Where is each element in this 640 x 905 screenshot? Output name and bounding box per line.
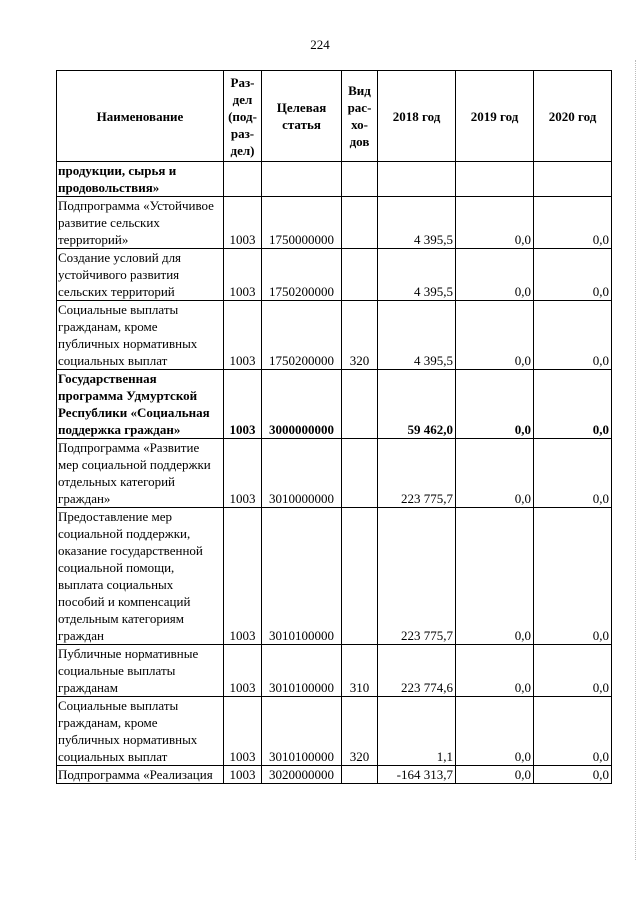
cell-section — [224, 162, 262, 197]
budget-table — [56, 70, 612, 784]
cell-target: 1750200000 — [262, 249, 342, 301]
cell-target: 3010000000 — [262, 439, 342, 508]
scan-edge-artifact — [634, 60, 636, 860]
cell-2018: 4 395,5 — [378, 301, 456, 370]
table-row — [57, 197, 612, 249]
cell-name: Предоставление мер социальной поддержки, оказание государственной социальной помощи, выплата социальных пособий и компенсаций отдельным категориям граждан — [57, 508, 224, 645]
cell-2020: 0,0 — [534, 439, 612, 508]
cell-name: Социальные выплаты гражданам, кроме публичных нормативных социальных выплат — [57, 697, 224, 766]
cell-name: Государственная программа Удмуртской Республики «Социальная поддержка граждан» — [57, 370, 224, 439]
cell-2019: 0,0 — [456, 508, 534, 645]
cell-name: Подпрограмма «Устойчивое развитие сельских территорий» — [57, 197, 224, 249]
cell-expense-type: 320 — [342, 697, 378, 766]
cell-2020: 0,0 — [534, 766, 612, 784]
cell-2020 — [534, 162, 612, 197]
cell-target — [262, 162, 342, 197]
cell-section: 1003 — [224, 766, 262, 784]
cell-2018: 1,1 — [378, 697, 456, 766]
cell-2020: 0,0 — [534, 370, 612, 439]
table-row — [57, 645, 612, 697]
table-row — [57, 508, 612, 645]
cell-name: Создание условий для устойчивого развития сельских территорий — [57, 249, 224, 301]
cell-expense-type — [342, 439, 378, 508]
cell-target: 3010100000 — [262, 697, 342, 766]
table-row — [57, 249, 612, 301]
cell-section: 1003 — [224, 439, 262, 508]
cell-name: Подпрограмма «Развитие мер социальной поддержки отдельных категорий граждан» — [57, 439, 224, 508]
cell-name: Социальные выплаты гражданам, кроме публичных нормативных социальных выплат — [57, 301, 224, 370]
cell-2018: 223 775,7 — [378, 439, 456, 508]
table-row — [57, 766, 612, 784]
cell-2019: 0,0 — [456, 370, 534, 439]
cell-expense-type — [342, 766, 378, 784]
cell-section: 1003 — [224, 301, 262, 370]
cell-expense-type — [342, 162, 378, 197]
cell-target: 3000000000 — [262, 370, 342, 439]
header-row — [57, 71, 612, 162]
header-section: Раз- дел (под- раз- дел) — [224, 71, 262, 162]
cell-2020: 0,0 — [534, 508, 612, 645]
cell-section: 1003 — [224, 697, 262, 766]
cell-2018: 59 462,0 — [378, 370, 456, 439]
cell-expense-type — [342, 508, 378, 645]
table-row — [57, 301, 612, 370]
cell-2018: 223 774,6 — [378, 645, 456, 697]
page-number: 224 — [310, 37, 330, 52]
cell-2019: 0,0 — [456, 766, 534, 784]
cell-2019: 0,0 — [456, 301, 534, 370]
cell-2020: 0,0 — [534, 697, 612, 766]
table-body — [57, 162, 612, 784]
cell-name: Публичные нормативные социальные выплаты гражданам — [57, 645, 224, 697]
cell-2018: 4 395,5 — [378, 197, 456, 249]
cell-section: 1003 — [224, 645, 262, 697]
cell-expense-type — [342, 197, 378, 249]
header-target: Целевая статья — [262, 71, 342, 162]
cell-2018: -164 313,7 — [378, 766, 456, 784]
cell-expense-type — [342, 370, 378, 439]
cell-2020: 0,0 — [534, 249, 612, 301]
cell-expense-type: 320 — [342, 301, 378, 370]
header-2020: 2020 год — [534, 71, 612, 162]
cell-section: 1003 — [224, 508, 262, 645]
cell-2020: 0,0 — [534, 645, 612, 697]
cell-target: 3020000000 — [262, 766, 342, 784]
cell-name: Подпрограмма «Реализация — [57, 766, 224, 784]
header-expense-type: Вид рас- хо- дов — [342, 71, 378, 162]
table-row — [57, 697, 612, 766]
cell-2018: 4 395,5 — [378, 249, 456, 301]
cell-expense-type: 310 — [342, 645, 378, 697]
table-row — [57, 162, 612, 197]
cell-2018: 223 775,7 — [378, 508, 456, 645]
header-name: Наименование — [57, 71, 224, 162]
table-row — [57, 370, 612, 439]
cell-2019: 0,0 — [456, 697, 534, 766]
cell-2020: 0,0 — [534, 301, 612, 370]
cell-target: 1750000000 — [262, 197, 342, 249]
cell-2019 — [456, 162, 534, 197]
cell-2019: 0,0 — [456, 197, 534, 249]
header-2019: 2019 год — [456, 71, 534, 162]
cell-2018 — [378, 162, 456, 197]
cell-target: 3010100000 — [262, 645, 342, 697]
cell-expense-type — [342, 249, 378, 301]
cell-2019: 0,0 — [456, 645, 534, 697]
cell-name: продукции, сырья и продовольствия» — [57, 162, 224, 197]
cell-section: 1003 — [224, 370, 262, 439]
cell-2020: 0,0 — [534, 197, 612, 249]
cell-section: 1003 — [224, 249, 262, 301]
table-row — [57, 439, 612, 508]
cell-2019: 0,0 — [456, 249, 534, 301]
cell-2019: 0,0 — [456, 439, 534, 508]
header-2018: 2018 год — [378, 71, 456, 162]
cell-target: 1750200000 — [262, 301, 342, 370]
cell-target: 3010100000 — [262, 508, 342, 645]
cell-section: 1003 — [224, 197, 262, 249]
